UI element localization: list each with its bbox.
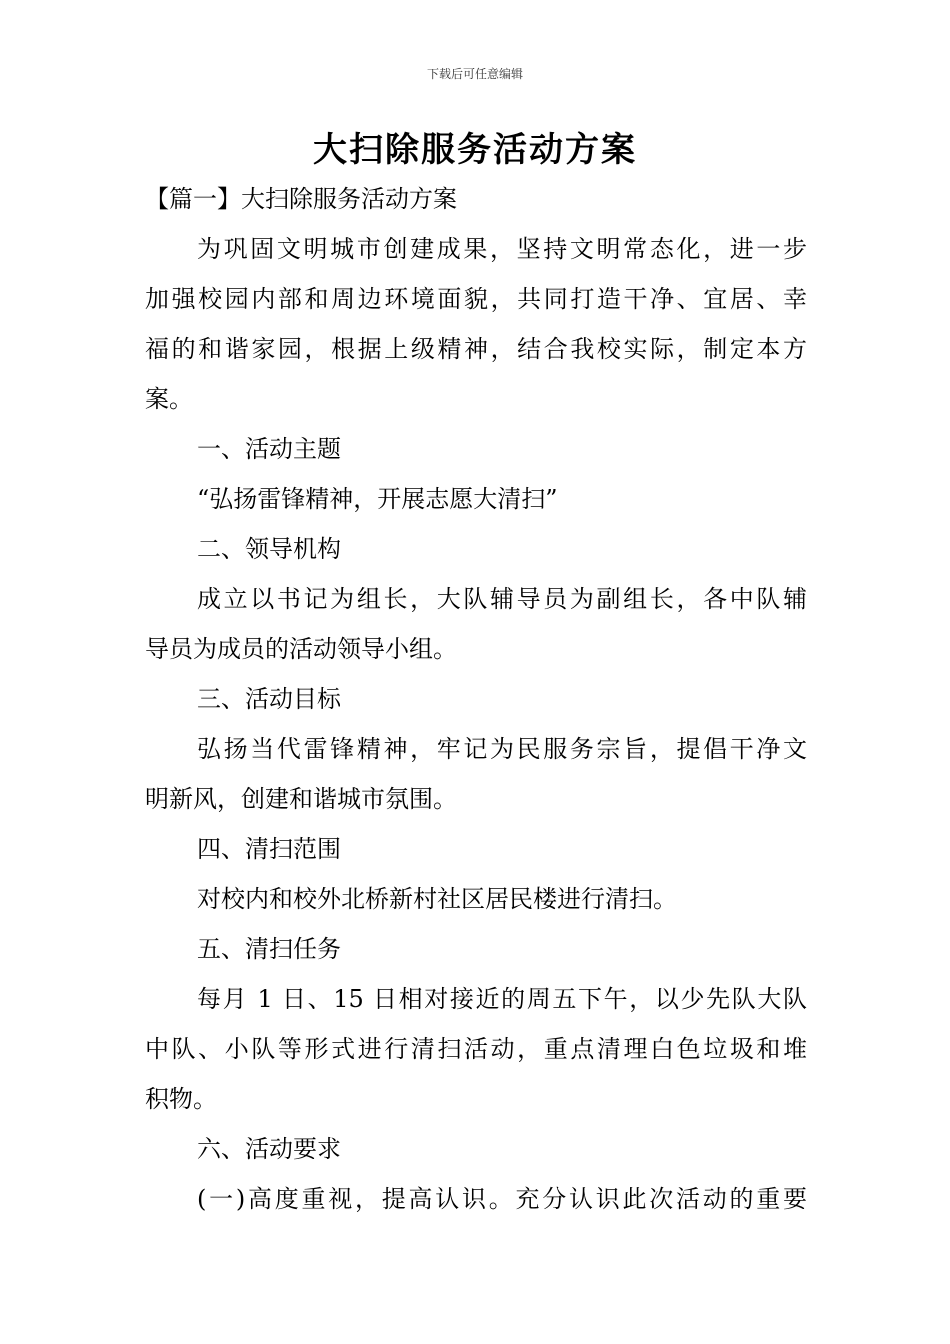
document-title: 大扫除服务活动方案 bbox=[313, 130, 637, 170]
item5-text-line-1: 每月 1 日、15 日相对接近的周五下午，以少先队大队 bbox=[197, 985, 807, 1013]
item5-heading: 五、清扫任务 bbox=[197, 935, 341, 963]
item4-heading: 四、清扫范围 bbox=[197, 835, 341, 863]
item2-heading: 二、领导机构 bbox=[197, 535, 341, 563]
intro-line-4: 案。 bbox=[145, 385, 193, 413]
intro-line-2: 加强校园内部和周边环境面貌，共同打造干净、宜居、幸 bbox=[145, 285, 807, 313]
header-note: 下载后可任意编辑 bbox=[426, 67, 523, 81]
document-body bbox=[145, 174, 807, 1224]
item1-text: “弘扬雷锋精神，开展志愿大清扫” bbox=[197, 485, 558, 513]
section-heading: 【篇一】大扫除服务活动方案 bbox=[145, 185, 457, 213]
item3-text-line-2: 明新风，创建和谐城市氛围。 bbox=[145, 785, 457, 813]
item6-heading: 六、活动要求 bbox=[197, 1135, 341, 1163]
item2-text-line-2: 导员为成员的活动领导小组。 bbox=[145, 635, 457, 663]
intro-line-3: 福的和谐家园，根据上级精神，结合我校实际，制定本方 bbox=[145, 335, 807, 363]
item3-heading: 三、活动目标 bbox=[197, 685, 341, 713]
item5-text-line-2: 中队、小队等形式进行清扫活动，重点清理白色垃圾和堆 bbox=[145, 1035, 807, 1063]
item1-heading: 一、活动主题 bbox=[197, 435, 341, 463]
intro-line-1: 为巩固文明城市创建成果，坚持文明常态化，进一步 bbox=[197, 235, 807, 263]
item4-text: 对校内和校外北桥新村社区居民楼进行清扫。 bbox=[197, 885, 677, 913]
item5-text-line-3: 积物。 bbox=[145, 1085, 217, 1113]
item3-text-line-1: 弘扬当代雷锋精神，牢记为民服务宗旨，提倡干净文 bbox=[197, 735, 807, 763]
item6-text: (一)高度重视，提高认识。充分认识此次活动的重要 bbox=[197, 1185, 807, 1213]
item2-text-line-1: 成立以书记为组长，大队辅导员为副组长，各中队辅 bbox=[197, 585, 807, 613]
